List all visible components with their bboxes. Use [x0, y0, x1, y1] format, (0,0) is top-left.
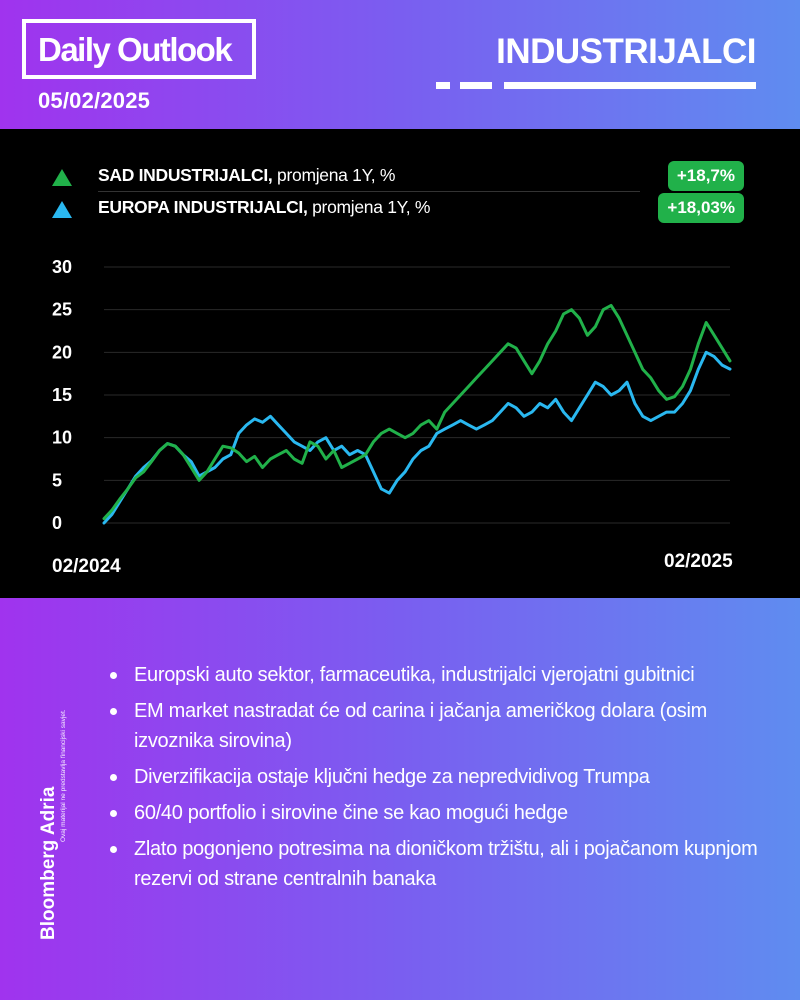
header-banner	[0, 0, 800, 132]
legend-name: EUROPA INDUSTRIJALCI,	[98, 197, 308, 217]
bullet-item: Zlato pogonjeno potresima na dioničkom tržištu, ali i pojačanom kupnjom rezervi od strane centralnih banaka	[110, 834, 770, 894]
y-tick-label: 5	[52, 470, 63, 491]
y-tick-label: 25	[52, 299, 73, 320]
decorative-dash	[460, 82, 492, 89]
legend-suffix: promjena 1Y, %	[307, 197, 431, 217]
change-badge: +18,7%	[668, 161, 744, 191]
disclaimer-text: Ovaj materijal ne predstavlja financijski savjet.	[60, 709, 67, 842]
y-tick-label: 10	[52, 427, 73, 448]
legend-name: SAD INDUSTRIJALCI,	[98, 165, 273, 185]
y-tick-label: 20	[52, 342, 73, 363]
bullet-item: Diverzifikacija ostaje ključni hedge za nepredvidivog Trumpa	[110, 762, 770, 792]
title-underline	[504, 82, 756, 89]
line-chart	[0, 135, 800, 595]
legend-suffix: promjena 1Y, %	[272, 165, 396, 185]
x-end-label: 02/2025	[664, 551, 733, 572]
report-date: 05/02/2025	[38, 88, 151, 113]
y-tick-label: 30	[52, 257, 73, 277]
bullet-item: Europski auto sektor, farmaceutika, industrijalci vjerojatni gubitnici	[110, 660, 770, 690]
series-line-sad-industrijalci	[104, 305, 730, 518]
x-start-label: 02/2024	[52, 556, 121, 577]
decorative-dash	[436, 82, 450, 89]
bullet-item: 60/40 portfolio i sirovine čine se kao mogući hedge	[110, 798, 770, 828]
bullet-item: EM market nastradat će od carina i jačanja američkog dolara (osim izvoznika sirovina)	[110, 696, 770, 756]
change-badge: +18,03%	[658, 193, 744, 223]
bullet-list	[110, 660, 770, 900]
daily-outlook-logo	[22, 19, 256, 79]
sector-title: INDUSTRIJALCI	[496, 32, 756, 71]
logo-text: Daily Outlook	[38, 31, 232, 68]
chart-panel	[0, 135, 800, 595]
y-tick-label: 0	[52, 513, 63, 533]
brand-label: Bloomberg Adria	[38, 786, 59, 940]
y-tick-label: 15	[52, 385, 73, 405]
